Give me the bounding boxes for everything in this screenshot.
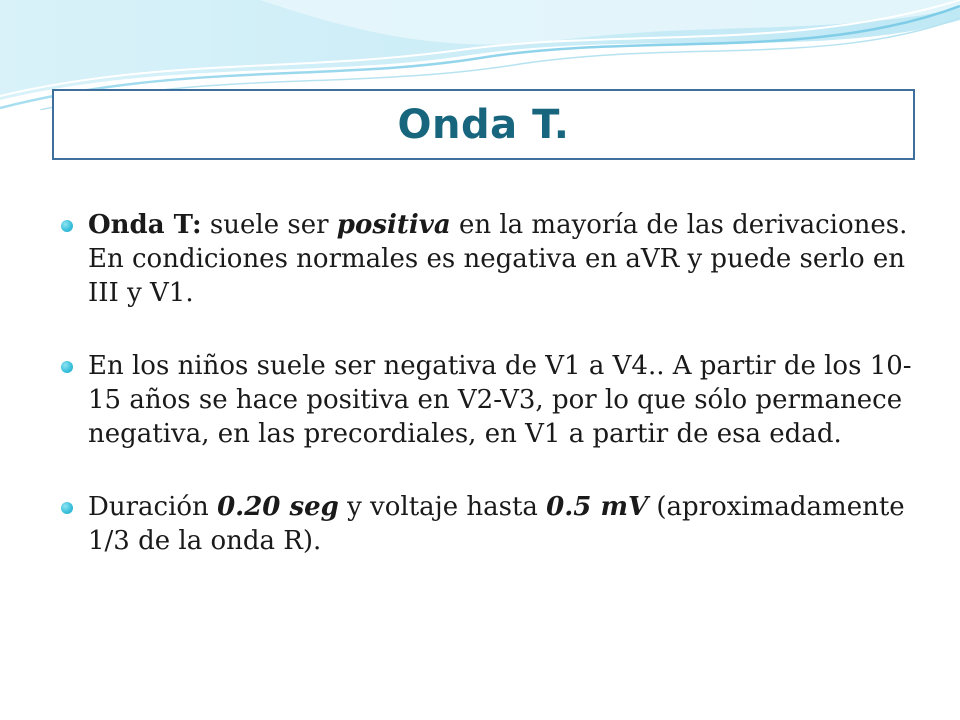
bullet-item [60,349,920,451]
bullet-emphasis: 0.20 seg [217,492,339,522]
bullet-emphasis: 0.5 mV [546,492,649,522]
bullet-dot-icon [61,220,73,232]
bullet-text: (aproximadamente 1/3 de la onda R). [88,492,905,556]
bullet-item [60,208,920,310]
bullet-text: y voltaje hasta [338,492,547,522]
slide-title: Onda T. [397,101,570,148]
bullet-text: en la mayoría de las derivaciones. En condiciones normales es negativa en aVR y puede serlo en III y V1. [88,210,908,308]
bullet-emphasis: positiva [336,210,451,240]
bullet-dot-icon [61,502,73,514]
bullet-text: suele ser [201,210,337,240]
bullet-item [60,490,920,558]
bullet-dot-icon [61,361,73,373]
bullet-text: En los niños suele ser negativa de V1 a V4.. A partir de los 10-15 años se hace positiva en V2-V3, por lo que sólo permanece negativa, en las precordiales, en V1 a partir de esa edad. [88,351,912,449]
title-box [52,89,915,160]
bullet-list [60,208,920,558]
bullet-text: Duración [88,492,218,522]
bullet-lead: Onda T: [88,210,202,240]
